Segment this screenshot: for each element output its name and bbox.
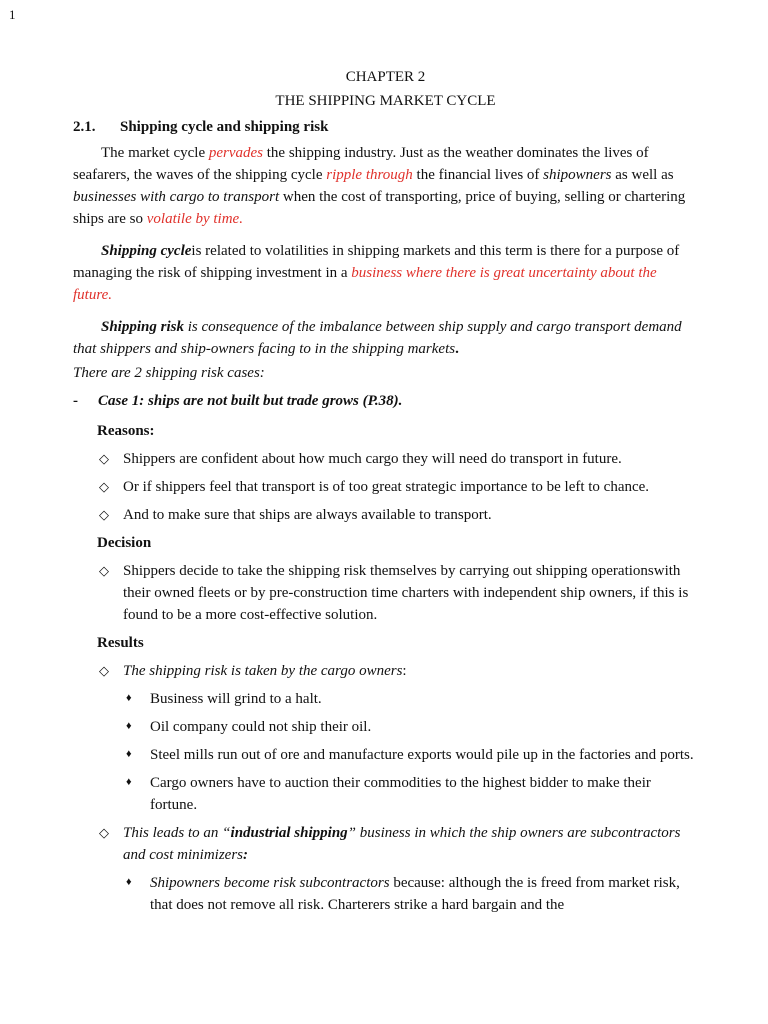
document-page	[73, 66, 698, 922]
text-run: when the cost of transporting, price of buying, selling or chartering ships are so	[73, 189, 686, 227]
list-item	[73, 716, 698, 738]
diamond-bullet-icon: ◇	[99, 563, 109, 578]
list-item	[73, 504, 698, 526]
list-item	[73, 448, 698, 470]
text-run: ” business in which the ship owners are subcontractors and cost minimizers	[123, 825, 681, 863]
list-item	[73, 476, 698, 498]
text-run: :	[402, 663, 407, 679]
page-number: 1	[9, 7, 16, 22]
section-number: 2.1.	[73, 119, 96, 135]
text-run: the shipping industry. Just as the weather dominates the lives of seafarers, the waves of the shipping cycle	[73, 145, 649, 183]
paragraph-shipping-cycle	[73, 240, 698, 306]
text-run: is related to volatilities in shipping markets and this term is there for a purpose of managing the risk of shipping investment in a	[73, 243, 680, 281]
list-item-text: Cargo owners have to auction their commodities to the highest bidder to make their fortune.	[150, 775, 651, 813]
term-shipowners: shipowners	[543, 167, 612, 183]
list-item	[73, 822, 698, 866]
term-shipping-risk: Shipping risk	[101, 319, 184, 335]
highlight-ripple-through: ripple through	[326, 167, 413, 183]
risk-cases-intro: There are 2 shipping risk cases:	[73, 365, 265, 381]
diamond-bullet-icon: ◇	[99, 479, 109, 494]
text-run: This leads to an “	[123, 825, 231, 841]
term-risk-subcontractors: Shipowners become risk subcontractors	[150, 875, 390, 891]
text-run: is consequence of the imbalance between ship supply and cargo transport demand that shippers and ship-owners facing to in the shipping markets	[73, 319, 682, 357]
diamond-small-bullet-icon: ♦	[126, 776, 132, 788]
text-run: .	[455, 341, 459, 357]
highlight-pervades: pervades	[208, 145, 264, 161]
diamond-small-bullet-icon: ♦	[126, 692, 132, 704]
text-run: The market cycle	[101, 145, 209, 161]
paragraph-shipping-risk	[73, 316, 698, 360]
list-item-text: The shipping risk is taken by the cargo owners	[123, 663, 403, 679]
chapter-title: THE SHIPPING MARKET CYCLE	[275, 93, 496, 109]
list-item	[73, 688, 698, 710]
term-businesses-with-cargo: businesses with cargo to transport	[73, 189, 280, 205]
highlight-uncertainty: business where there is great uncertainty about the future.	[73, 265, 657, 303]
list-item	[73, 744, 698, 766]
list-item-text: And to make sure that ships are always available to transport.	[123, 507, 492, 523]
list-item-text: Oil company could not ship their oil.	[150, 719, 372, 735]
list-item-text: Steel mills run out of ore and manufacture exports would pile up in the factories and ports.	[150, 747, 694, 763]
diamond-bullet-icon: ◇	[99, 451, 109, 466]
diamond-bullet-icon: ◇	[99, 663, 109, 678]
term-shipping-cycle: Shipping cycle	[101, 243, 192, 259]
list-item-text: Shippers decide to take the shipping risk themselves by carrying out shipping operationswith their owned fleets or by pre-construction time charters with independent ship owners, if this is found to be a more cost-effective solution.	[123, 563, 689, 623]
section-heading	[73, 116, 698, 138]
diamond-small-bullet-icon: ♦	[126, 748, 132, 760]
list-item-text: because: although the is freed from market risk, that does not remove all risk. Charterers strike a hard bargain and the	[150, 875, 680, 913]
text-run: the financial lives of	[412, 167, 544, 183]
diamond-bullet-icon: ◇	[99, 825, 109, 840]
diamond-small-bullet-icon: ♦	[126, 720, 132, 732]
list-item	[73, 660, 698, 682]
dash-marker: -	[73, 393, 78, 409]
section-title: Shipping cycle and shipping risk	[120, 119, 329, 135]
reasons-heading: Reasons:	[97, 423, 155, 439]
diamond-bullet-icon: ◇	[99, 507, 109, 522]
results-heading: Results	[97, 635, 144, 651]
diamond-small-bullet-icon: ♦	[126, 876, 132, 888]
term-industrial-shipping: industrial shipping	[230, 825, 348, 841]
list-item-text: Shippers are confident about how much cargo they will need do transport in future.	[123, 451, 622, 467]
list-item-text: Business will grind to a halt.	[150, 691, 322, 707]
list-item	[73, 772, 698, 816]
text-run: as well as	[611, 167, 674, 183]
case-1-text: Case 1: ships are not built but trade grows (P.38).	[98, 393, 403, 409]
case-1-heading	[73, 390, 698, 412]
paragraph-market-cycle	[73, 142, 698, 230]
text-run: :	[243, 847, 248, 863]
list-item	[73, 560, 698, 626]
chapter-label: CHAPTER 2	[345, 69, 426, 85]
list-item-text: Or if shippers feel that transport is of too great strategic importance to be left to chance.	[123, 479, 650, 495]
decision-heading: Decision	[97, 535, 152, 551]
list-item	[73, 872, 698, 916]
highlight-volatile: volatile by time.	[146, 211, 243, 227]
